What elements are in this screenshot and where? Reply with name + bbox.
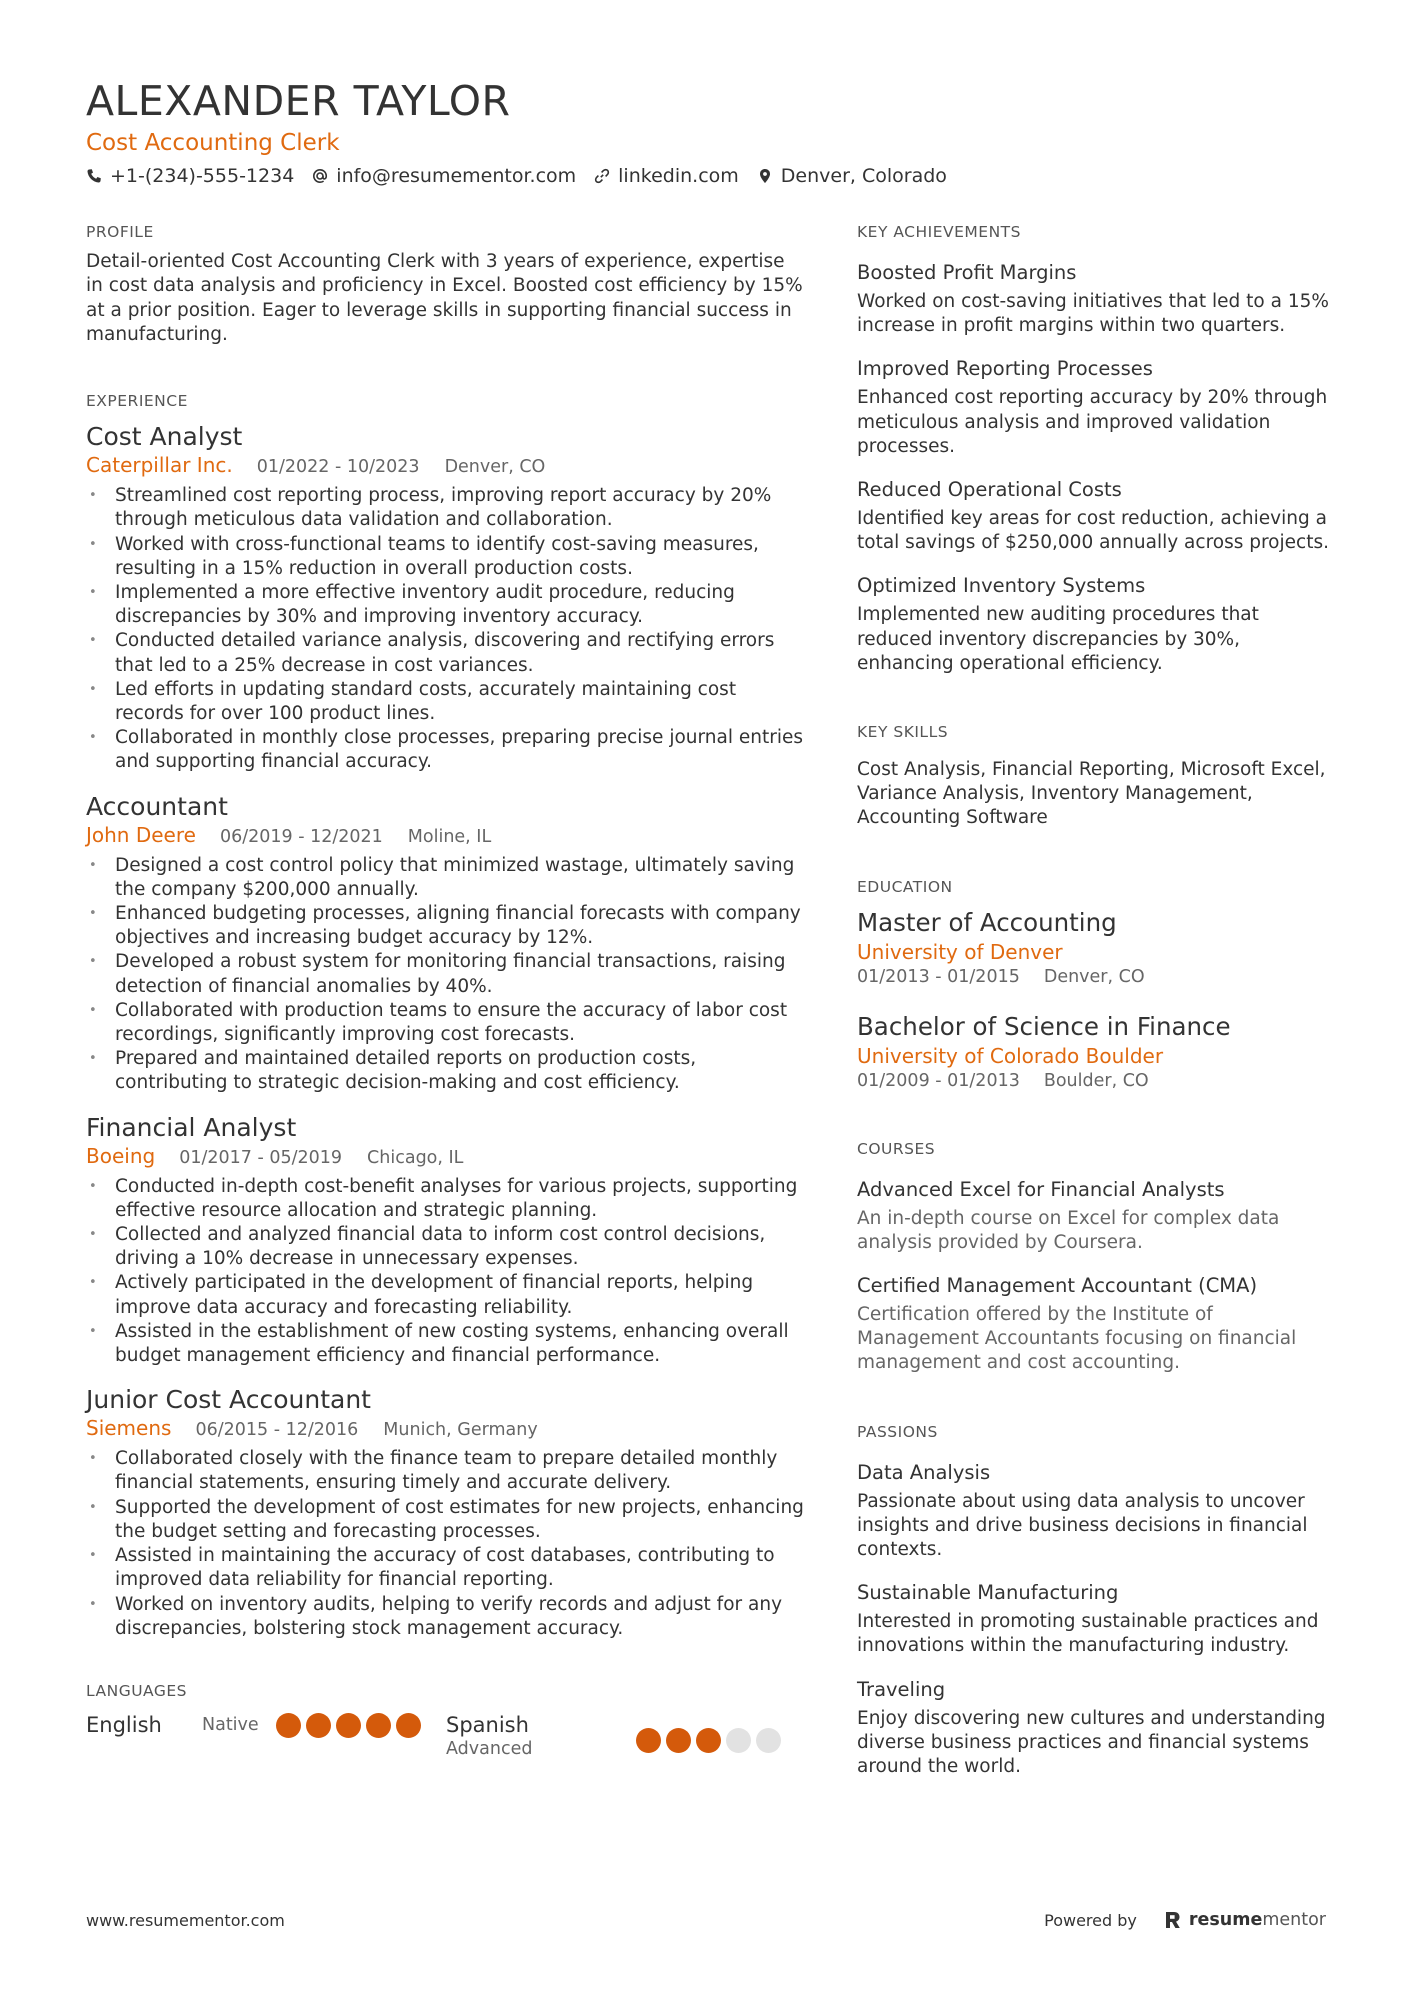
education-dates: 01/2013 - 01/2015 [857, 966, 1020, 987]
phone-text: +1-(234)-555-1234 [110, 165, 295, 187]
rating-dot-empty [726, 1728, 751, 1753]
contact-email[interactable] [312, 163, 576, 189]
languages-row [86, 1713, 806, 1759]
job-entry [86, 421, 806, 774]
passion-title: Data Analysis [857, 1460, 991, 1484]
education-degree: Bachelor of Science in Finance [857, 1011, 1231, 1041]
resumementor-logo-icon [1165, 1911, 1181, 1929]
job-meta [86, 1144, 806, 1170]
job-bullet: • Enhanced budgeting processes, aligning financial forecasts with company objectives and increasing budget accuracy by 12%. [86, 902, 806, 950]
linkedin-text: linkedin.com [618, 165, 739, 187]
skills-section [857, 722, 1337, 831]
powered-by [1044, 1910, 1326, 1930]
location-pin-icon [757, 168, 773, 184]
course-title: Certified Management Accountant (CMA) [857, 1274, 1258, 1298]
contact-location [757, 163, 947, 189]
passions-section [857, 1422, 1337, 1780]
contact-bar [86, 163, 1326, 189]
language-level: Native [202, 1715, 259, 1736]
candidate-role: Cost Accounting Clerk [86, 130, 340, 156]
job-bullet: • Designed a cost control policy that minimized wastage, ultimately saving the company $200,000 annually. [86, 854, 806, 902]
language-item [446, 1713, 806, 1759]
at-icon [312, 168, 328, 184]
passions-heading: PASSIONS [857, 1422, 938, 1441]
job-dates: 01/2022 - 10/2023 [256, 457, 420, 478]
job-bullets [86, 1175, 806, 1369]
profile-heading: PROFILE [86, 223, 154, 241]
job-bullet: • Developed a robust system for monitoring financial transactions, raising detection of financial anomalies by 40%. [86, 950, 806, 998]
achievement-item [857, 573, 1337, 676]
job-bullet: • Actively participated in the development of financial reports, helping improve data accuracy and forecasting reliability. [86, 1271, 806, 1319]
passion-item [857, 1580, 1337, 1658]
education-location: Boulder, CO [1043, 1070, 1149, 1091]
phone-icon [86, 168, 102, 184]
job-meta [86, 1416, 806, 1442]
rating-dot-filled [696, 1728, 721, 1753]
course-title: Advanced Excel for Financial Analysts [857, 1177, 1225, 1201]
courses-section [857, 1139, 1337, 1376]
course-desc: Certification offered by the Institute of Management Accountants focusing on financial management and cost accounting. [857, 1304, 1297, 1374]
job-bullet: • Collaborated in monthly close processes, preparing precise journal entries and supporting financial accuracy. [86, 726, 806, 774]
passion-title: Sustainable Manufacturing [857, 1581, 1119, 1605]
job-bullet: • Collected and analyzed financial data to inform cost control decisions, driving a 10% decrease in unnecessary expenses. [86, 1223, 806, 1271]
profile-section [86, 222, 806, 347]
rating-dot-filled [276, 1713, 301, 1738]
job-bullet: • Conducted in-depth cost-benefit analyses for various projects, supporting effective resource allocation and strategic planning. [86, 1175, 806, 1223]
education-dates: 01/2009 - 01/2013 [857, 1070, 1020, 1091]
job-title: Accountant [86, 791, 228, 821]
job-entry [86, 1112, 806, 1369]
job-bullets [86, 1447, 806, 1641]
job-bullet: • Led efforts in updating standard costs, accurately maintaining cost records for over 100 product lines. [86, 678, 806, 726]
contact-phone [86, 163, 294, 189]
language-level: Advanced [446, 1738, 533, 1759]
achievement-item [857, 356, 1337, 459]
skills-heading: KEY SKILLS [857, 723, 949, 742]
job-bullet: • Collaborated closely with the finance team to prepare detailed monthly financial statements, ensuring timely and accurate delivery. [86, 1447, 806, 1495]
email-text: info@resumementor.com [336, 165, 577, 187]
education-location: Denver, CO [1043, 966, 1145, 987]
candidate-name: ALEXANDER TAYLOR [86, 77, 511, 125]
job-company: Boeing [86, 1143, 156, 1168]
achievement-desc: Worked on cost-saving initiatives that led to a 15% increase in profit margins within two quarters. [857, 291, 1329, 337]
job-location: Denver, CO [444, 457, 546, 478]
passion-desc: Enjoy discovering new cultures and understanding diverse business practices and financial systems around the world. [857, 1707, 1326, 1778]
job-bullet: • Assisted in the establishment of new costing systems, enhancing overall budget management efficiency and financial performance. [86, 1320, 806, 1368]
job-bullet: • Implemented a more effective inventory audit procedure, reducing discrepancies by 30% and improving inventory accuracy. [86, 581, 806, 629]
job-entry [86, 1384, 806, 1641]
rating-dot-filled [366, 1713, 391, 1738]
passion-desc: Passionate about using data analysis to uncover insights and drive business decisions in financial contexts. [857, 1490, 1308, 1561]
education-degree: Master of Accounting [857, 907, 1117, 937]
brand-name-bold: resume [1188, 1910, 1263, 1930]
language-rating [276, 1713, 421, 1738]
education-meta [857, 1070, 1337, 1093]
job-location: Chicago, IL [367, 1147, 464, 1168]
job-bullet: • Conducted detailed variance analysis, discovering and rectifying errors that led to a 25% decrease in cost variances. [86, 629, 806, 677]
achievement-title: Boosted Profit Margins [857, 261, 1077, 284]
rating-dot-filled [666, 1728, 691, 1753]
courses-heading: COURSES [857, 1139, 936, 1158]
passion-title: Traveling [857, 1677, 946, 1701]
language-label-block [446, 1713, 636, 1759]
rating-dot-filled [396, 1713, 421, 1738]
job-company: Siemens [86, 1416, 172, 1441]
job-meta [86, 823, 806, 849]
job-title: Cost Analyst [86, 422, 243, 452]
job-company: John Deere [86, 822, 196, 847]
rating-dot-filled [306, 1713, 331, 1738]
education-item [857, 907, 1337, 989]
brand-name-light: mentor [1262, 1910, 1326, 1930]
job-title: Financial Analyst [86, 1112, 297, 1142]
course-item [857, 1177, 1337, 1255]
footer-website-link[interactable]: www.resumementor.com [86, 1910, 285, 1930]
languages-heading: LANGUAGES [86, 1681, 188, 1700]
language-name: Spanish [446, 1712, 529, 1737]
education-school: University of Denver [857, 939, 1063, 964]
header [86, 76, 1326, 189]
profile-text: Detail-oriented Cost Accounting Clerk with 3 years of experience, expertise in cost data analysis and proficiency in Excel. Boosted cost efficiency by 15% at a prior position. Eager to leverage skills in supporting financial success in manufacturing. [86, 251, 803, 345]
achievement-title: Improved Reporting Processes [857, 357, 1153, 381]
passion-item [857, 1677, 1337, 1780]
job-title: Junior Cost Accountant [86, 1385, 371, 1415]
job-company: Caterpillar Inc. [86, 453, 233, 478]
language-rating [636, 1728, 781, 1753]
job-dates: 01/2017 - 05/2019 [179, 1147, 343, 1168]
languages-section [86, 1681, 806, 1759]
job-bullet: • Assisted in maintaining the accuracy of cost databases, contributing to improved data reliability for financial reporting. [86, 1544, 806, 1592]
link-icon [594, 168, 610, 184]
job-meta [86, 453, 806, 479]
education-item [857, 1011, 1337, 1093]
achievement-desc: Implemented new auditing procedures that reduced inventory discrepancies by 30%, enhancing operational efficiency. [857, 604, 1259, 674]
achievements-heading: KEY ACHIEVEMENTS [857, 223, 1021, 241]
job-bullets [86, 484, 806, 774]
job-entry [86, 791, 806, 1096]
education-heading: EDUCATION [857, 877, 953, 896]
job-dates: 06/2015 - 12/2016 [195, 1420, 359, 1441]
education-school: University of Colorado Boulder [857, 1043, 1164, 1068]
job-location: Munich, Germany [383, 1420, 538, 1441]
achievement-desc: Enhanced cost reporting accuracy by 20% through meticulous analysis and improved validation processes. [857, 387, 1328, 457]
powered-by-label: Powered by [1044, 1910, 1137, 1930]
footer [86, 1910, 1326, 1930]
job-bullets [86, 854, 806, 1096]
achievement-title: Reduced Operational Costs [857, 478, 1122, 502]
job-location: Moline, IL [407, 826, 492, 847]
education-meta [857, 966, 1337, 989]
experience-section [86, 391, 806, 1641]
achievements-section [857, 222, 1337, 676]
job-bullet: • Worked with cross-functional teams to identify cost-saving measures, resulting in a 15% reduction in overall production costs. [86, 533, 806, 581]
skills-text: Cost Analysis, Financial Reporting, Microsoft Excel, Variance Analysis, Inventory Management, Accounting Software [857, 759, 1326, 829]
job-dates: 06/2019 - 12/2021 [219, 826, 383, 847]
job-bullet: • Worked on inventory audits, helping to verify records and adjust for any discrepancies, bolstering stock management accuracy. [86, 1593, 806, 1641]
brand-logo[interactable] [1165, 1910, 1326, 1930]
achievement-item [857, 477, 1337, 555]
contact-linkedin[interactable] [594, 163, 739, 189]
job-bullet: • Streamlined cost reporting process, improving report accuracy by 20% through meticulous data validation and collaboration. [86, 484, 806, 532]
passion-desc: Interested in promoting sustainable practices and innovations within the manufacturing industry. [857, 1611, 1319, 1657]
achievement-item [857, 260, 1337, 338]
course-desc: An in-depth course on Excel for complex data analysis provided by Coursera. [857, 1207, 1280, 1253]
left-column [86, 222, 806, 1759]
job-bullet: • Collaborated with production teams to ensure the accuracy of labor cost recordings, significantly improving cost forecasts. [86, 999, 806, 1047]
location-text: Denver, Colorado [780, 165, 947, 187]
course-item [857, 1273, 1337, 1376]
achievement-desc: Identified key areas for cost reduction, achieving a total savings of $250,000 annually across projects. [857, 508, 1329, 554]
passion-item [857, 1460, 1337, 1563]
rating-dot-empty [756, 1728, 781, 1753]
achievement-title: Optimized Inventory Systems [857, 574, 1146, 598]
rating-dot-filled [336, 1713, 361, 1738]
rating-dot-filled [636, 1728, 661, 1753]
language-item [86, 1713, 446, 1738]
job-bullet: • Prepared and maintained detailed reports on production costs, contributing to strategic decision-making and cost efficiency. [86, 1047, 806, 1095]
education-section [857, 877, 1337, 1093]
job-bullet: • Supported the development of cost estimates for new projects, enhancing the budget setting and forecasting processes. [86, 1496, 806, 1544]
experience-heading: EXPERIENCE [86, 392, 188, 411]
language-name: English [86, 1713, 162, 1738]
right-column [857, 222, 1337, 1779]
